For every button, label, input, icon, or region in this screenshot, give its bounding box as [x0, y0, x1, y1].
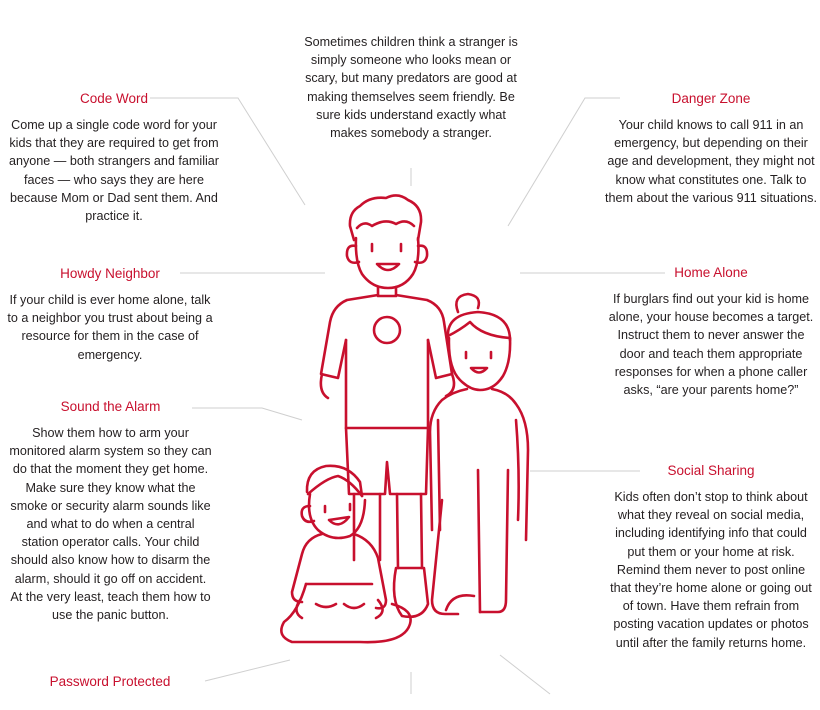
tip-home-alone	[608, 264, 814, 399]
small-child-figure	[281, 466, 410, 642]
tip-sound-alarm	[8, 398, 213, 624]
tip-danger-zone-title: Danger Zone	[671, 91, 751, 106]
girl-figure	[430, 294, 528, 614]
tall-child-figure	[321, 195, 454, 616]
tip-sound-alarm-body: Show them how to arm your monitored alarm system so they can do that the moment they get home. Make sure they know what the smoke or security alarm sounds like and what to do when a central station operator calls. Your child should also know how to disarm the alarm, should it go off on accident. At the very least, teach them how to use the panic button.	[9, 426, 212, 623]
tip-sound-alarm-title: Sound the Alarm	[60, 399, 161, 414]
tip-howdy-neighbor	[5, 265, 215, 364]
tip-password-protected	[20, 673, 200, 699]
tip-danger-zone-body: Your child knows to call 911 in an emergency, but depending on their age and development, they might not know what constitutes one. Talk to them about the various 911 situations.	[605, 118, 817, 205]
tip-home-alone-title: Home Alone	[674, 265, 748, 280]
tip-code-word-title: Code Word	[79, 91, 149, 106]
tip-stranger-body: Sometimes children think a stranger is simply someone who looks mean or scary, but many predators are good at making themselves seem friendly. Be sure kids understand exactly what makes somebody a stranger.	[304, 35, 518, 141]
tip-social-sharing	[608, 462, 814, 652]
tip-howdy-neighbor-body: If your child is ever home alone, talk to a neighbor you trust about being a resource for them in the case of emergency.	[7, 293, 213, 362]
tip-code-word-body: Come up a single code word for your kids that they are required to get from anyone — both strangers and familiar faces — who says they are here because Mom or Dad sent them. And practice it.	[8, 118, 219, 224]
tip-social-sharing-body: Kids often don’t stop to think about what they reveal on social media, including identifying info that could put them or your home at risk. Remind them never to post online that they’re home alone or going out of town. Have them refrain from posting vacation updates or photos until after the family returns home.	[610, 490, 812, 650]
tip-howdy-neighbor-title: Howdy Neighbor	[60, 266, 160, 281]
tip-home-alone-body: If burglars find out your kid is home alone, your house becomes a target. Instruct them to never answer the door and teach them appropriate responses for when a phone caller asks, “are your parents home?”	[608, 292, 814, 398]
tip-stranger	[300, 33, 522, 142]
tip-password-protected-title: Password Protected	[49, 674, 171, 689]
tip-code-word	[8, 90, 220, 225]
tip-danger-zone	[604, 90, 818, 207]
tip-social-sharing-title: Social Sharing	[667, 463, 755, 478]
